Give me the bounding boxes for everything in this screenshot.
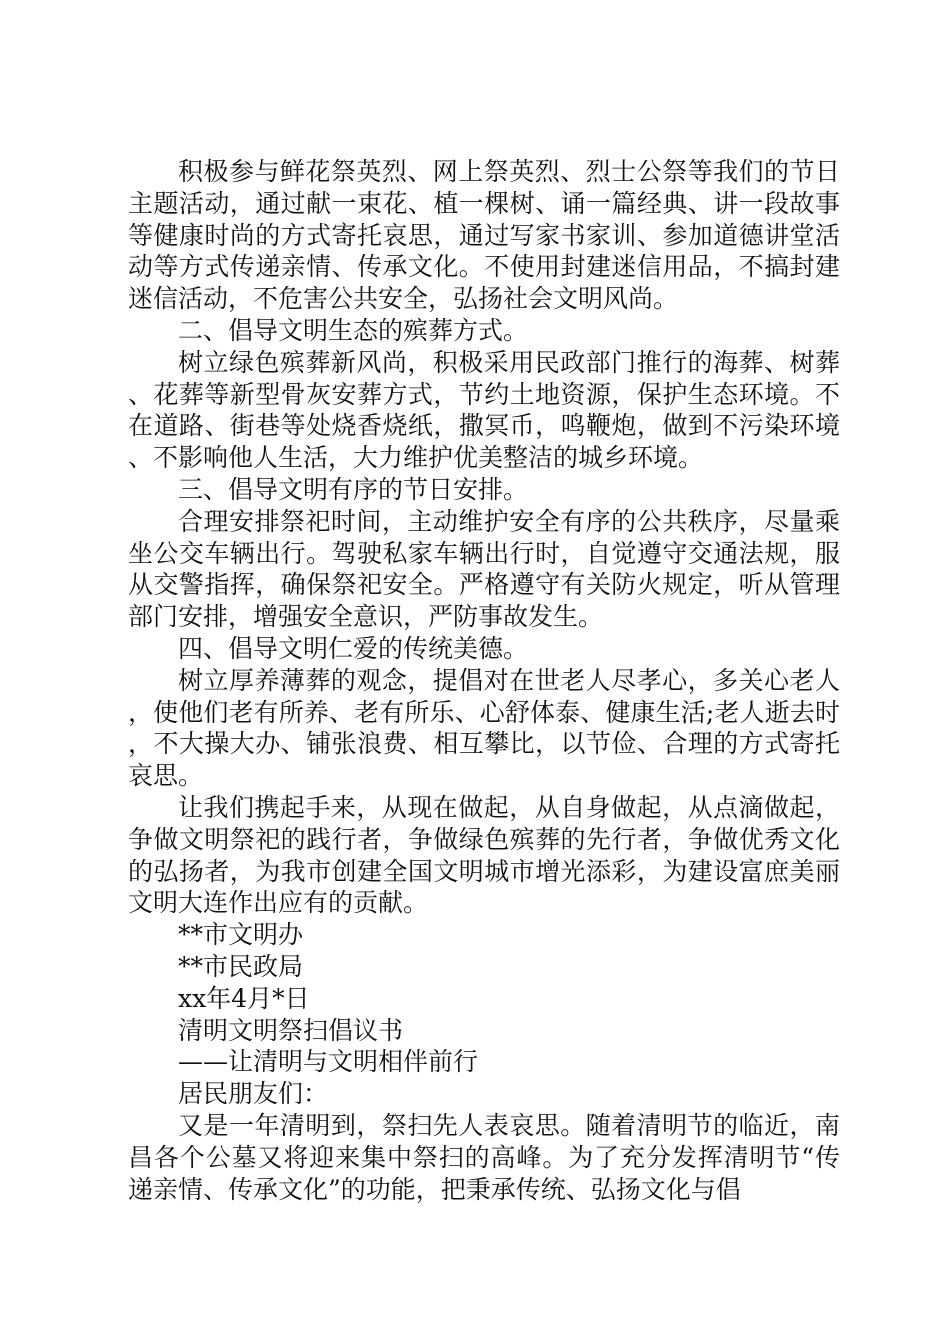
paragraph-qingming-intro: 又是一年清明到，祭扫先人表哀思。随着清明节的临近，南昌各个公墓又将迎来集中祭扫的高峰。为了充分发挥清明节“传递亲情、传承文化”的功能，把秉承传统、弘扬文化与倡 [128, 1110, 840, 1204]
signature-civil-affairs-bureau: **市民政局 [178, 951, 304, 981]
heading-eco-burial: 二、倡导文明生态的殡葬方式。 [178, 315, 529, 345]
salutation: 居民朋友们： [178, 1079, 329, 1109]
signature-civilization-office: **市文明办 [178, 920, 304, 950]
paragraph-call-to-action: 让我们携起手来，从现在做起，从自身做起，从点滴做起，争做文明祭祀的践行者，争做绿色殡葬的先行者，争做优秀文化的弘扬者，为我市创建全国文明城市增光添彩，为建设富庶美丽文明大连作出应有的贡献。 [128, 792, 840, 918]
document-subtitle: ——让清明与文明相伴前行 [178, 1047, 479, 1077]
document-title: 清明文明祭扫倡议书 [178, 1015, 404, 1045]
paragraph-eco-burial: 树立绿色殡葬新风尚，积极采用民政部门推行的海葬、树葬、花葬等新型骨灰安葬方式，节约土地资源，保护生态环境。不在道路、街巷等处烧香烧纸，撒冥币，鸣鞭炮，做到不污染环境、不影响他人生活，大力维护优美整洁的城乡环境。 [128, 347, 840, 473]
paragraph-festival-activities: 积极参与鲜花祭英烈、网上祭英烈、烈士公祭等我们的节日主题活动，通过献一束花、植一棵树、诵一篇经典、讲一段故事等健康时尚的方式寄托哀思，通过写家书家训、参加道德讲堂活动等方式传递亲情、传承文化。不使用封建迷信用品，不搞封建迷信活动，不危害公共安全，弘扬社会文明风尚。 [128, 157, 840, 314]
paragraph-orderly-arrangement: 合理安排祭祀时间，主动维护安全有序的公共秩序，尽量乘坐公交车辆出行。驾驶私家车辆出行时，自觉遵守交通法规，服从交警指挥，确保祭祀安全。严格遵守有关防火规定，听从管理部门安排，增强安全意识，严防事故发生。 [128, 506, 840, 632]
paragraph-traditional-virtue: 树立厚养薄葬的观念，提倡对在世老人尽孝心，多关心老人，使他们老有所养、老有所乐、心舒体泰、健康生活;老人逝去时，不大操大办、铺张浪费、相互攀比，以节俭、合理的方式寄托哀思。 [128, 665, 840, 791]
signature-date: xx年4月*日 [178, 983, 310, 1013]
heading-orderly-arrangement: 三、倡导文明有序的节日安排。 [178, 474, 529, 504]
document-body [128, 156, 840, 1205]
heading-traditional-virtue: 四、倡导文明仁爱的传统美德。 [178, 633, 529, 663]
